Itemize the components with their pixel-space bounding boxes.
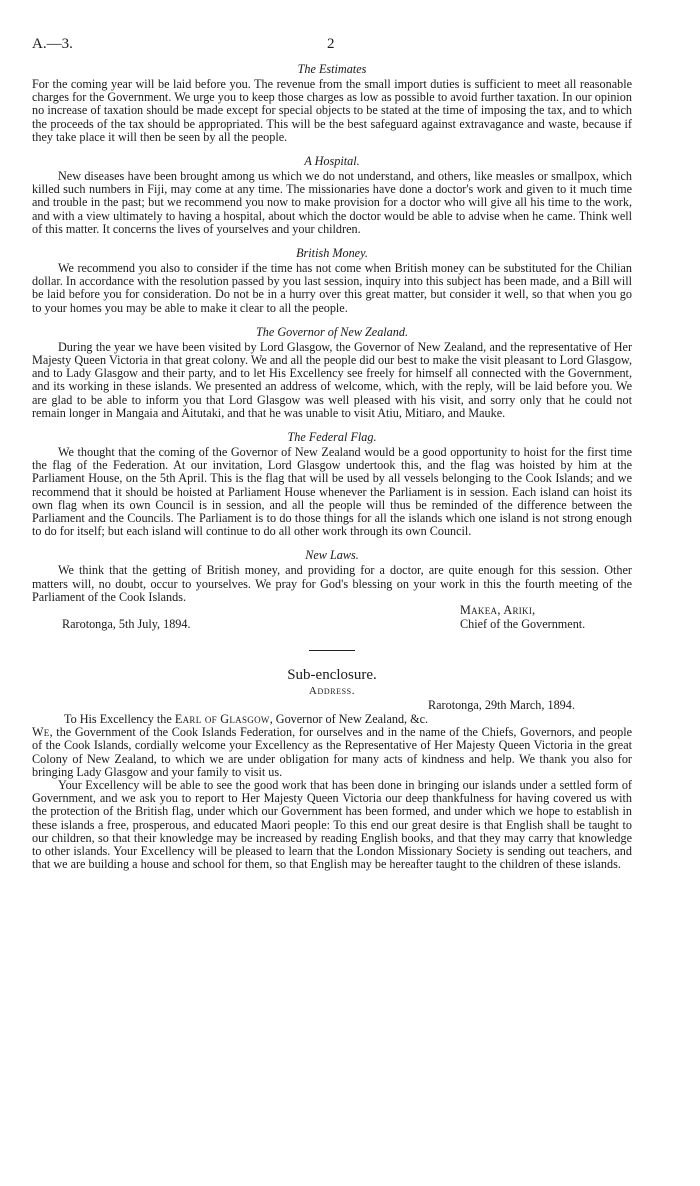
addressee-name: Earl of Glasgow	[174, 712, 270, 727]
signatory-name: Makea, Ariki,	[460, 603, 536, 618]
section-paragraph: New diseases have been brought among us which we do not understand, and others, like measles or smallpox, which killed such numbers in Fiji, may come at any time. The missionaries have done a doctor's work and given to it much time and trouble in the past; but we recommend you now to make provision for a doctor who will give all his time to the work, and with a view ultimately to having a hospital, about which the doctor would be able to advise when he came. Think well of this matter. It concerns the lives of yourselves and your children.	[32, 169, 632, 236]
section-governor	[32, 325, 632, 420]
section-new-laws	[32, 548, 632, 604]
sub-enclosure-label: Address.	[308, 685, 356, 698]
section-paragraph: We recommend you also to consider if the time has not come when British money can be substituted for the Chilian dollar. In accordance with the resolution passed by you last session, inquiry into this subject has been made, and a Bill will be laid before you for consideration. Do not be in a hurry over this great matter, but consider it well, so that when you go to your homes you may be able to make it clear to all the people.	[32, 261, 632, 315]
document-page	[32, 36, 632, 871]
section-paragraph: We think that the getting of British money, and providing for a doctor, are quite enough for this session. Other matters will, no doubt, occur to yourselves. We pray for God's blessing on your work in this the fourth meeting of the Parliament of the Cook Islands.	[32, 563, 632, 604]
addressee-line	[32, 712, 632, 726]
section-divider	[309, 650, 355, 651]
sub-enclosure-title: Sub-enclosure.	[287, 667, 377, 684]
section-heading: A Hospital.	[304, 154, 360, 169]
document-reference: A.—3.	[32, 36, 73, 52]
addressee-prefix: To His Excellency the	[64, 712, 172, 727]
page-number: 2	[327, 36, 335, 52]
address-paragraph-text: , the Government of the Cook Islands Federation, for ourselves and in the name of the Chiefs, Governors, and people of the Cook Islands, cordially welcome your Excellency as the Representative of Her Majesty Queen Victoria in the great Colony of New Zealand, to which we are under obligation for many acts of kindness and help. We thank you also for bringing Lady Glasgow and your family to visit us.	[32, 725, 632, 779]
address-paragraph: Your Excellency will be able to see the good work that has been done in bringing our islands under a settled form of Government, and we ask you to report to Her Majesty Queen Victoria our deep thankfulness for having covered us with the protection of the British flag, under which our Government has been formed, and under which we hope to establish in these islands a free, prosperous, and educated Maori people: To this end our great desire is that English shall be taught to our children, so that their knowledge may be increased by reading English books, and that they may carry that knowledge to other islands. Your Excellency will be pleased to learn that the London Missionary Society is sending out teachers, and that we are building a house and school for them, so that English may be hereafter taught to the children of these islands.	[32, 777, 632, 872]
signatory-title: Chief of the Government.	[460, 616, 586, 631]
section-paragraph: We thought that the coming of the Governor of New Zealand would be a good opportunity to hoist for the first time the flag of the Federation. At our invitation, Lord Glasgow undertook this, and the flag was hoisted by him at the Parliament House, on the 5th April. This is the flag that will be used by all vessels belonging to the Cook Islands; and we recommend that it should be hoisted at Parliament House whenever the Parliament is in session. Each island can hoist its own flag when its own Council is in session, and all the people will thus be reminded of the difference between the Parliament and the Councils. The Parliament is to do those things for all the islands which one island is not strong enough to do for itself; but each island will continue to do all other work through its own Council.	[32, 445, 632, 539]
opening-word: We	[32, 725, 50, 740]
section-heading: The Governor of New Zealand.	[256, 324, 408, 339]
page-header	[32, 36, 632, 62]
section-heading: The Federal Flag.	[287, 430, 377, 445]
address-date: Rarotonga, 29th March, 1894.	[428, 698, 575, 713]
section-hospital	[32, 154, 632, 236]
closing-place-date: Rarotonga, 5th July, 1894.	[62, 617, 191, 632]
closing-block	[32, 604, 632, 634]
section-federal-flag	[32, 430, 632, 538]
addressee-suffix: , Governor of New Zealand, &c.	[269, 712, 429, 727]
address-paragraph	[32, 726, 632, 779]
section-heading: New Laws.	[305, 548, 359, 563]
signatory	[460, 604, 585, 631]
section-paragraph: For the coming year will be laid before you. The revenue from the small import duties is sufficient to meet all reasonable charges for the Government. We urge you to keep those charges as low as possible to avoid further taxation. In our opinion no increase of taxation should be made except for special objects to be stated at the time of imposing the tax, and to which the proceeds of the tax should be appropriated. This will be the best safeguard against extravagance and waste, because if they take place it will then be seen by all the people.	[32, 77, 632, 144]
section-heading: The Estimates	[297, 62, 367, 76]
section-paragraph: During the year we have been visited by Lord Glasgow, the Governor of New Zealand, and the representative of Her Majesty Queen Victoria in that great colony. We and all the people did our best to make the visit pleasant to Lord Glasgow, and to Lady Glasgow and their party, and to let His Excellency see freely for himself all connected with the Government, and its working in these islands. We presented an address of welcome, which, with the reply, will be laid before you. We are glad to be able to inform you that Lord Glasgow was well pleased with his visit, and sorry only that he could not remain longer in Mangaia and Aitutaki, and that he was unable to visit Atiu, Mitiaro, and Mauke.	[32, 339, 632, 420]
section-british-money	[32, 246, 632, 315]
section-estimates	[32, 62, 632, 144]
section-heading: British Money.	[296, 246, 368, 261]
